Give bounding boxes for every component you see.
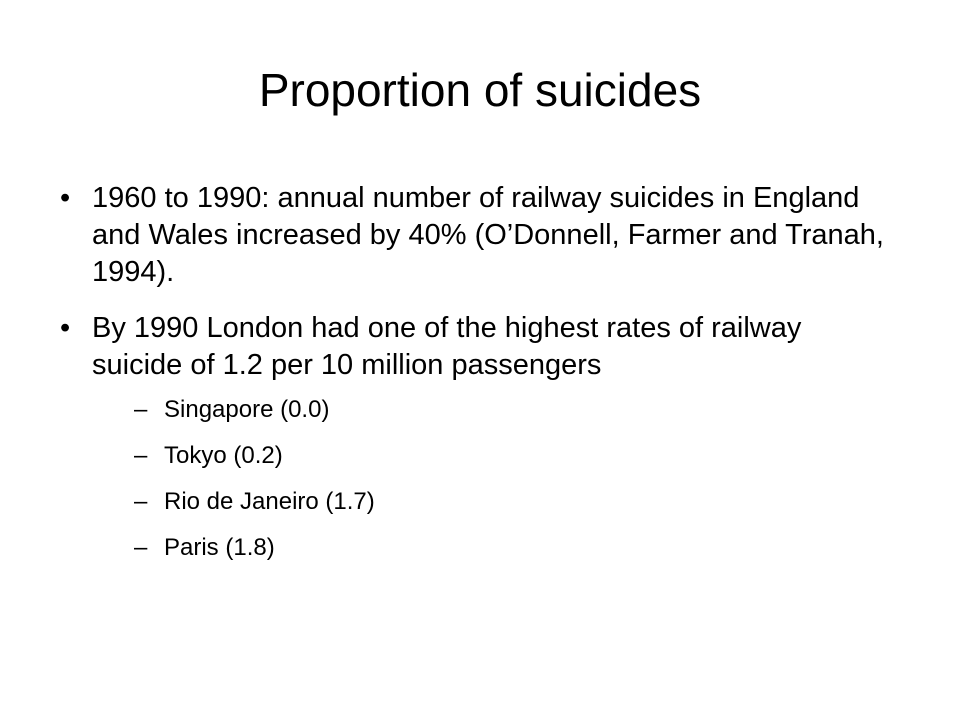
sub-bullet-text: Paris (1.8) — [164, 534, 275, 561]
sub-bullet-item — [92, 441, 890, 471]
bullet-item — [60, 310, 890, 563]
bullet-text: By 1990 London had one of the highest rates of railway suicide of 1.2 per 10 million passengers — [92, 312, 802, 381]
bullet-marker: • — [60, 182, 71, 214]
bullet-text: 1960 to 1990: annual number of railway suicides in England and Wales increased by 40% (O’Donnell, Farmer and Tranah, 1994). — [92, 182, 884, 288]
dash-marker: – — [134, 396, 148, 423]
sub-bullet-text: Singapore (0.0) — [164, 396, 330, 423]
sub-bullet-item — [92, 533, 890, 563]
dash-marker: – — [134, 488, 148, 515]
sub-bullet-text: Tokyo (0.2) — [164, 442, 283, 469]
sub-bullet-list — [92, 395, 890, 563]
sub-bullet-item — [92, 487, 890, 517]
dash-marker: – — [134, 534, 148, 561]
bullet-marker: • — [60, 312, 71, 344]
dash-marker: – — [134, 442, 148, 469]
bullet-item — [60, 180, 890, 291]
sub-bullet-item — [92, 395, 890, 425]
slide-title: Proportion of suicides — [258, 64, 702, 116]
sub-bullet-text: Rio de Janeiro (1.7) — [164, 488, 375, 515]
slide-body — [60, 180, 890, 563]
